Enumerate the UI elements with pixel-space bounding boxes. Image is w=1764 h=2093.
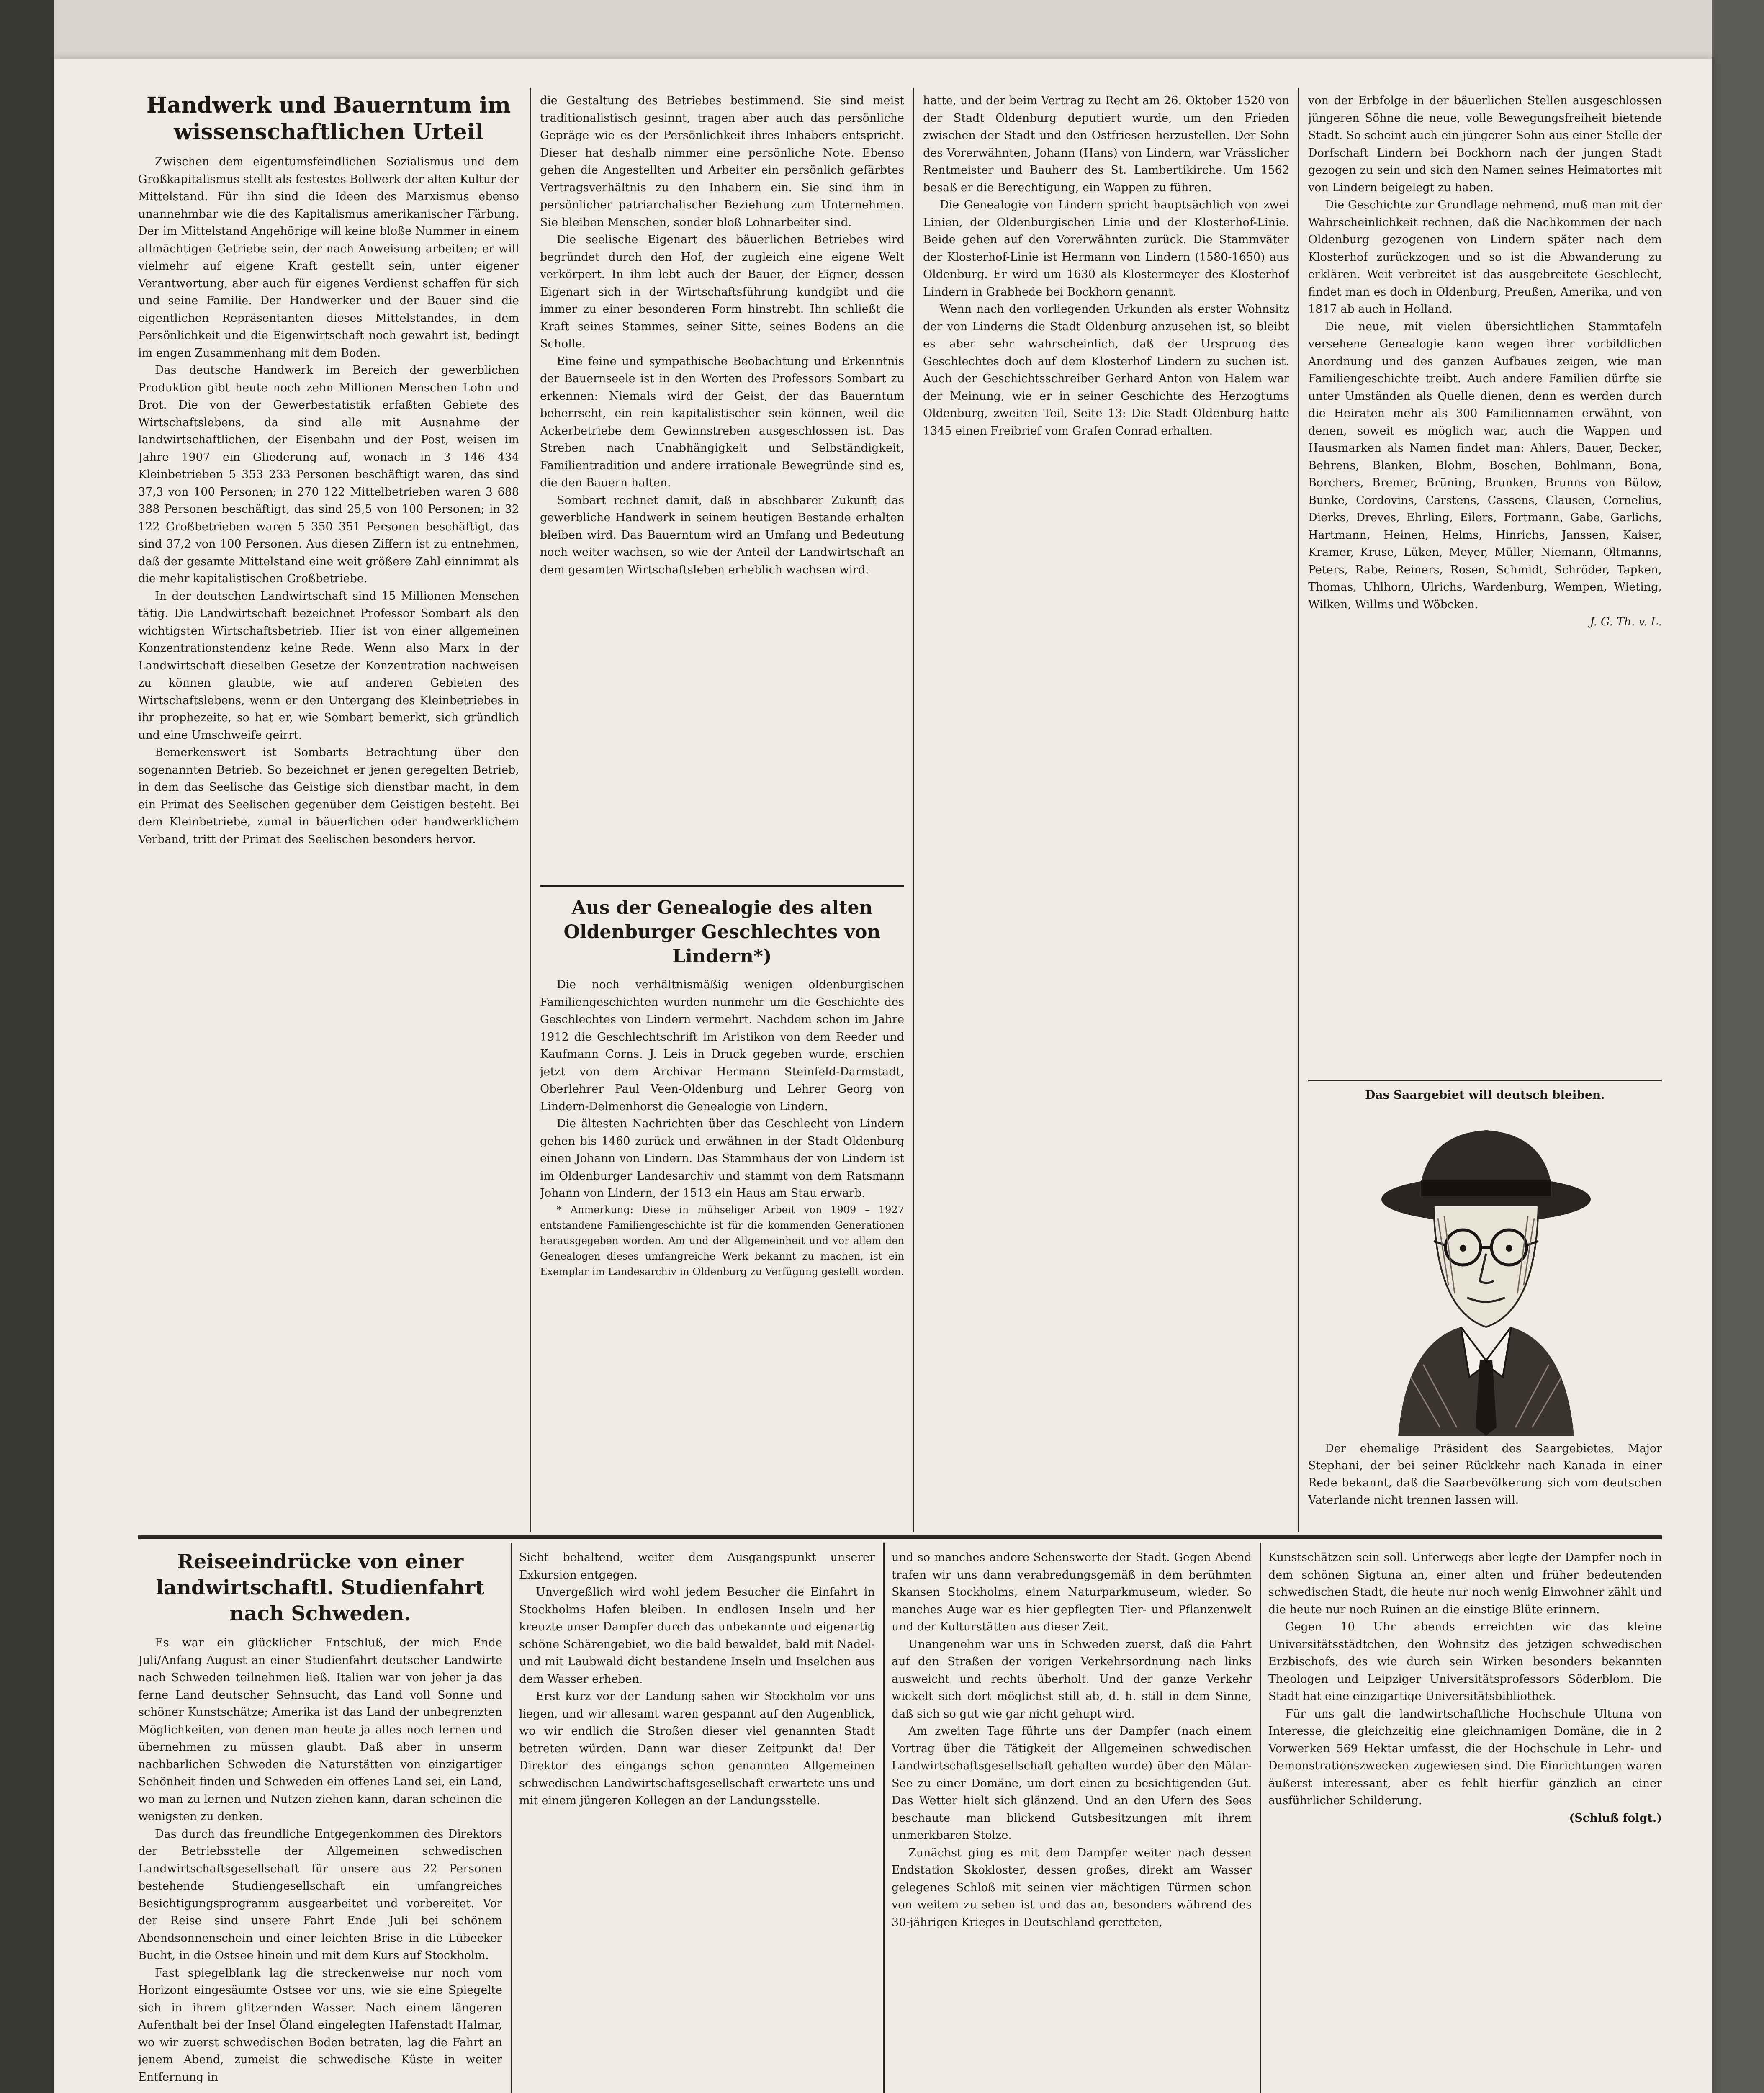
paragraph: Das durch das freundliche Entgegenkommen des Direktors der Betriebsstelle der Allgemeinen schwedischen Landwirtschaftsgesellschaft für unsere aus 22 Personen bestehende Studiengesellschaft ein umfangreiches Besichtigungsprogramm ausgearbeitet und vorbereitet. Vor der Reise sind unsere Fahrt Ende Juli bei schönem Abendsonnenschein und einer leichten Brise in die Lübecker Bucht, in die Ostsee hinein und mit dem Kurs auf Stockholm. [138,1827,502,1962]
column-rule [530,88,531,1532]
column-rule [1298,88,1299,1532]
portrait-header [1308,1086,1662,1107]
article-divider [1308,1080,1662,1081]
portrait-headline: Das Saargebiet will deutsch bleiben. [1365,1088,1605,1102]
headline-handwerk: Handwerk und Bauerntum im wissenschaftlichen Urteil [147,93,511,145]
paragraph: Bemerkenswert ist Sombarts Betrachtung über den sogenannten Betrieb. So bezeichnet er jenen geregelten Betrieb, in dem das Seelische das Geistige sich dienstbar macht, in dem ein Primat des Seelischen gegenüber dem Geistigen besteht. Bei dem Kleinbetriebe, zumal in bäuerlichen oder handwerklichem Verband, tritt der Primat des Seelischen besonders hervor. [138,746,519,846]
paragraph: Die neue, mit vielen übersichtlichen Stammtafeln versehene Genealogie kann wegen ihrer vorbildlichen Anordnung und des ganzen Aufbaues zeigen, wie man Familiengeschichte treibt. Auch andere Familien dürfte sie unter Umständen als Quelle dienen, denn es werden durch die Heiraten mehr als 300 Familiennamen erwähnt, von denen, soweit es möglich war, auch die Wappen und Hausmarken als Namen findet man: Ahlers, Bauer, Becker, Behrens, Blanken, Blohm, Boschen, Bohlmann, Bona, Borchers, Bremer, Brüning, Brunken, Brunns von Bülow, Bunke, Cordovins, Carstens, Cassens, Clausen, Cornelius, Dierks, Dreves, Ehrling, Eilers, Fortmann, Gabe, Garlichs, Hartmann, Heinen, Helms, Hinrichs, Janssen, Kaiser, Kramer, Kruse, Lüken, Meyer, Müller, Niemann, Oltmanns, Peters, Rabe, Reiners, Rosen, Schmidt, Schröder, Tapken, Thomas, Uhlhorn, Ulrichs, Wardenburg, Wempen, Wieting, Wilken, Willms und Wöbcken. [1308,320,1662,611]
column-rule [913,88,914,1532]
paragraph: und so manches andere Sehenswerte der Stadt. Gegen Abend trafen wir uns dann verabredungsgemäß in dem berühmten Skansen Stockholms, einem Naturparkmuseum, wieder. So manches Auge war es hier gepflegten Tier- und Pflanzenwelt und der Kulturstätten aus dieser Zeit. [892,1551,1252,1633]
paragraph: Die ältesten Nachrichten über das Geschlecht von Lindern gehen bis 1460 zurück und erwähnen in der Stadt Oldenburg einen Johann von Lindern. Das Stammhaus der von Lindern ist im Oldenburger Landesarchiv und stammt von dem Ratsmann Johann von Lindern, der 1513 ein Haus am Stau erwarb. [540,1117,904,1200]
paragraph: Für uns galt die landwirtschaftliche Hochschule Ultuna von Interesse, die gleichzeitig eine gleichnamigen Domäne, die in 2 Vorwerken 569 Hektar umfasst, die der Hochschule in Lehr- und Demonstrationszwecken zugewiesen sind. Die Einrichtungen waren äußerst interessant, aber es fehlt hierfür gänzlich an einer ausführlicher Schilderung. [1268,1707,1662,1807]
column-genealogie-1 [540,896,904,1528]
portrait-caption: Der ehemalige Präsident des Saargebietes, Major Stephani, der bei seiner Rückkehr nach Kanada in einer Rede bekannt, daß die Saarbevölkerung sich vom deutschen Vaterlande nicht trennen lassen will. [1308,1442,1662,1507]
paragraph: Das deutsche Handwerk im Bereich der gewerblichen Produktion gibt heute noch zehn Millionen Menschen Lohn und Brot. Die von der Gewerbestatistik erfaßten Gebiete des Wirtschaftslebens, da sind alle mit Ausnahme der landwirtschaftlichen, der Eisenbahn und der Post, weisen im Jahre 1907 ein Gliederung auf, wonach in 3 146 434 Kleinbetrieben 5 353 233 Personen beschäftigt waren, das sind 37,3 von 100 Personen; in 270 122 Mittelbetrieben waren 3 688 388 Personen beschäftigt, das sind 25,5 von 100 Personen; in 32 122 Großbetrieben waren 5 350 351 Personen beschäftigt, das sind 37,2 von 100 Personen. Aus diesen Ziffern ist zu entnehmen, daß der gesamte Mittelstand eine weit größere Zahl einnimmt als die mehr kapitalistischen Großbetriebe. [138,364,519,585]
column-reise-1 [138,1549,502,2093]
paragraph: Die seelische Eigenart des bäuerlichen Betriebes wird begründet durch den Hof, der zugleich eine eigene Welt verkörpert. In ihm lebt auch der Bauer, der Eigner, dessen Eigenart sich in der Wirtschaftsführung kundgibt und die immer zu einer besonderen Form hinstrebt. Ihn schließt die Kraft seines Stammes, seiner Sitte, seines Bodens an die Scholle. [540,233,904,350]
column-genealogie-2 [923,92,1289,1524]
paragraph: In der deutschen Landwirtschaft sind 15 Millionen Menschen tätig. Die Landwirtschaft bezeichnet Professor Sombart als den wichtigsten Wirtschaftsbetrieb. Hier ist von einer allgemeinen Konzentrationstendenz keine Rede. Wenn also Marx in der Landwirtschaft dieselben Gesetze der Konzentration nachweisen zu können glaubte, wie auf anderen Gebieten des Wirtschaftslebens, wenn er den Untergang des Kleinbetriebes in ihr prophezeite, so hat er, wie Sombart bemerkt, sich gründlich und eine Umschweife geirrt. [138,589,519,742]
column-reise-4 [1268,1549,1662,2093]
paragraph: Die Genealogie von Lindern spricht hauptsächlich von zwei Linien, der Oldenburgischen Linie und der Klosterhof-Linie. Beide gehen auf den Vorerwähnten zurück. Die Stammväter der Klosterhof-Linie ist Hermann von Lindern (1580-1650) aus Oldenburg. Er wird um 1630 als Klostermeyer des Klosterhof Lindern in Grabhede bei Bockhorn genannt. [923,198,1289,298]
paragraph: Die noch verhältnismäßig wenigen oldenburgischen Familiengeschichten wurden nunmehr um die Geschichte des Geschlechtes von Lindern vermehrt. Nachdem schon im Jahre 1912 die Geschlechtschrift im Aristikon von dem Reeder und Kaufmann Corns. J. Leis in Druck gegeben wurde, erschien jetzt von dem Archivar Hermann Steinfeld-Darmstadt, Oberlehrer Paul Veen-Oldenburg und Lehrer Georg von Lindern-Delmenhorst die Genealogie von Lindern. [540,978,904,1113]
portrait-illustration [1335,1109,1637,1436]
headline-reise: Reiseeindrücke von einer landwirtschaftl. Studienfahrt nach Schweden. [156,1550,485,1625]
column-handwerk-1 [138,92,519,1524]
paragraph: Fast spiegelblank lag die streckenweise nur noch vom Horizont eingesäumte Ostsee vor uns, wie sie eine Spiegelte sich in ihrem glitzernden Wasser. Nach einem längeren Aufenthalt bei der Insel Öland eingelegten Hafenstadt Halmar, wo wir zuerst schwedischen Boden betraten, lag die Fahrt an jenem Abend, zumeist die schwedische Küste in weiter Entfernung in [138,1966,502,2084]
paragraph: Kunstschätzen sein soll. Unterwegs aber legte der Dampfer noch in dem schönen Sigtuna an, einer alten und früher bedeutenden schwedischen Stadt, die heute nur noch wenig Einwohner zählt und die heute nur noch Ruinen an die einstige Blüte erinnern. [1268,1551,1662,1616]
paragraph: Eine feine und sympathische Beobachtung und Erkenntnis der Bauernseele ist in den Worten des Professors Sombart zu erkennen: Niemals wird der Geist, der das Bauerntum beherrscht, ein rein kapitalistischer sein können, weil die Ackerbetriebe dem Gewinnstreben ausgeschlossen ist. Das Streben nach Unabhängigkeit und Selbständigkeit, Familientradition und andere irrationale Bewegründe sind es, die den Bauern halten. [540,355,904,489]
paragraph: Unvergeßlich wird wohl jedem Besucher die Einfahrt in Stockholms Hafen bleiben. In endlosen Inseln und her kreuzte unser Dampfer durch das unbekannte und eigenartig schöne Schärengebiet, wo die bald bewaldet, bald mit Nadel- und mit Laubwald dicht bestandene Inseln und Inselchen aus dem Wasser erheben. [519,1586,875,1686]
column-rule [511,1543,512,2093]
headline-genealogie: Aus der Genealogie des alten Oldenburger Geschlechtes von Lindern*) [563,897,881,967]
paragraph: die Gestaltung des Betriebes bestimmend. Sie sind meist traditionalistisch gesinnt, tragen aber auch das persönliche Gepräge wie es der Persönlichkeit ihres Inhabers entspricht. Dieser hat deshalb nimmer eine persönliche Note. Ebenso gehen die Angestellten und Arbeiter ein persönlich gefärbtes Vertragsverhältnis zu den Inhabern ein. Sie sind ihm in persönlicher patriarchalischer Beziehung zum Unternehmen. Sie bleiben Menschen, sonder bloß Lohnarbeiter sind. [540,94,904,229]
paragraph: Gegen 10 Uhr abends erreichten wir das kleine Universitätsstädtchen, den Wohnsitz des jetzigen schwedischen Erzbischofs, des wie durch sein Wirken besonders bekannten Theologen und Leipziger Universitätsprofessors Söderblom. Die Stadt hat eine einzigartige Universitätsbibliothek. [1268,1620,1662,1703]
column-rule [883,1543,885,2093]
continued-note: (Schluß folgt.) [1569,1811,1662,1825]
author-signature: J. G. Th. v. L. [1590,615,1662,628]
column-reise-3 [892,1549,1252,2093]
paragraph: hatte, und der beim Vertrag zu Recht am 26. Oktober 1520 von der Stadt Oldenburg deputiert wurde, um den Frieden zwischen der Stadt und den Ostfriesen herzustellen. Der Sohn des Vorerwähnten, Johann (Hans) von Lindern, war Vrässlicher Rentmeister und Bauherr des St. Lambertikirche. Um 1562 besaß er die Berechtigung, ein Wappen zu führen. [923,94,1289,194]
paragraph: Zwischen dem eigentumsfeindlichen Sozialismus und dem Großkapitalismus stellt als festestes Bollwerk der alten Kultur der Mittelstand. Für ihn sind die Ideen des Marxismus ebenso unannehmbar wie die des Kapitalismus amerikanischer Färbung. Der im Mittelstand Angehörige will keine bloße Nummer in einem allmächtigen Getriebe sein, der nach Anweisung arbeiten; er will vielmehr auf eigene Kraft gestellt sein, unter eigener Verantwortung, aber auch für eigenes Verdienst schaffen für sich und seine Familie. Der Handwerker und der Bauer sind die eigentlichen Repräsentanten dieses Mittelstandes, in dem Persönlichkeit und die Eigenwirtschaft noch gewahrt ist, bedingt im engen Zusammenhang mit dem Boden. [138,155,519,360]
paragraph: Sicht behaltend, weiter dem Ausgangspunkt unserer Exkursion entgegen. [519,1551,875,1581]
section-divider [138,1535,1662,1539]
paragraph: von der Erbfolge in der bäuerlichen Stellen ausgeschlossen jüngeren Söhne die neue, volle Bewegungsfreiheit bietende Stadt. So scheint auch ein jüngerer Sohn aus einer Stelle der Dorfschaft Lindern bei Bockhorn nach der jungen Stadt gezogen zu sein und sich den Namen seines Heimatortes mit von Lindern beigelegt zu haben. [1308,94,1662,194]
article-divider [540,885,904,887]
paragraph: Die Geschichte zur Grundlage nehmend, muß man mit der Wahrscheinlichkeit rechnen, daß die Nachkommen der nach Oldenburg gezogenen von Lindern später nach dem Klosterhof zurückzogen und so ist die Abwanderung zu erklären. Weit verbreitet ist das ausgebreitete Geschlecht, findet man es doch in Oldenburg, Preußen, Amerika, und von 1817 ab auch in Holland. [1308,198,1662,316]
paragraph: Sombart rechnet damit, daß in absehbarer Zukunft das gewerbliche Handwerk in seinem heutigen Bestande erhalten bleiben wird. Das Bauerntum wird an Umfang und Bedeutung noch weiter wachsen, so wie der Anteil der Landwirtschaft an dem gesamten Wirtschaftsleben erheblich wachsen wird. [540,494,904,576]
page-right-edge [1712,0,1764,2093]
portrait-caption-box [1308,1440,1662,1528]
paragraph: Zunächst ging es mit dem Dampfer weiter nach dessen Endstation Skokloster, dessen großes, direkt am Wasser gelegenes Schloß mit seinen vier mächtigen Türmen schon von weitem zu sehen ist und das an, besonders während des 30-jährigen Krieges in Deutschland geretteten, [892,1846,1252,1929]
footnote: * Anmerkung: Diese in mühseliger Arbeit von 1909 – 1927 entstandene Familiengeschichte ist für die kommenden Generationen herausgegeben worden. Am und der Allgemeinheit und vor allem den Genealogen dieses umfangreiche Werk bekannt zu machen, ist ein Exemplar im Landesarchiv in Oldenburg zu Verfügung gestellt worden. [540,1203,904,1278]
book-spine-shadow [0,0,54,2093]
paragraph: Unangenehm war uns in Schweden zuerst, daß die Fahrt auf den Straßen der vorigen Verkehrsordnung nach links ausweicht und rechts überholt. Und der ganze Verkehr wickelt sich dort möglichst still ab, d. h. still in dem Sinne, daß sich so gut wie gar nicht gehupt wird. [892,1638,1252,1720]
column-rule [1260,1543,1261,2093]
paragraph: Am zweiten Tage führte uns der Dampfer (nach einem Vortrag über die Tätigkeit der Allgemeinen schwedischen Landwirtschaftsgesellschaft gehalten wurde) über den Mälar-See zu einer Domäne, um dort einen zu besichtigenden Gut. Das Wetter hielt sich glänzend. Und an den Ufern des Sees beschaute man blickend Gutsbesitzungen mit ihrem unmerkbaren Stolze. [892,1725,1252,1842]
paragraph: Es war ein glücklicher Entschluß, der mich Ende Juli/Anfang August an einer Studienfahrt deutscher Landwirte nach Schweden teilnehmen ließ. Italien war von jeher ja das ferne Land deutscher Sehnsucht, das Land voll Sonne und schöner Kunstschätze; Amerika ist das Land der unbegrenzten Möglichkeiten, von denen man heute ja alles noch lernen und übernehmen zu müssen glaubt. Daß aber in unserm nachbarlichen Schweden die Naturstätten von einzigartiger Schönheit finden und Schweden ein offenes Land sei, ein Land, wo man zu lernen und Nutzen ziehen kann, daran scheinen die wenigsten zu denken. [138,1636,502,1823]
column-reise-2 [519,1549,875,2093]
newspaper-page [54,59,1712,2093]
paragraph: Erst kurz vor der Landung sahen wir Stockholm vor uns liegen, und wir allesamt waren gespannt auf den Augenblick, wo wir endlich die Stroßen dieser viel genannten Stadt betreten würden. Dann war dieser Zeitpunkt da! Der Direktor des eingangs schon genannten Allgemeinen schwedischen Landwirtschaftsgesellschaft erwartete uns und mit einem jüngeren Kollegen an der Landungsstelle. [519,1690,875,1807]
column-genealogie-3 [1308,92,1662,1076]
column-handwerk-2 [540,92,904,879]
paragraph: Wenn nach den vorliegenden Urkunden als erster Wohnsitz der von Linderns die Stadt Oldenburg anzusehen ist, so bleibt es aber sehr wahrscheinlich, daß der Ursprung des Geschlechtes doch auf dem Klosterhof Lindern zu suchen ist. Auch der Geschichtsschreiber Gerhard Anton von Halem war der Meinung, wie er in seiner Geschichte des Herzogtums Oldenburg, zweiten Teil, Seite 13: Die Stadt Oldenburg hatte 1345 einen Freibrief vom Grafen Conrad erhalten. [923,303,1289,437]
